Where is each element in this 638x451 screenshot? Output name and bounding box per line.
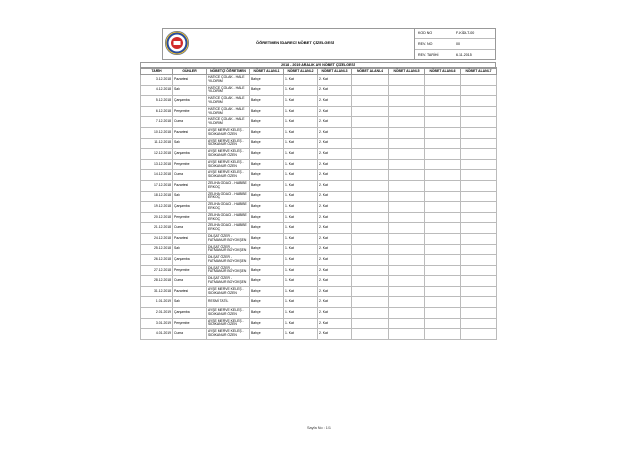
area-cell: 2. Kat <box>318 276 352 287</box>
table-row <box>141 223 497 234</box>
empty-cell <box>389 96 425 107</box>
area-cell: 1. Kat <box>284 138 318 149</box>
empty-cell <box>389 191 425 202</box>
empty-cell <box>389 170 425 181</box>
empty-cell <box>425 191 461 202</box>
area-cell: 1. Kat <box>284 85 318 96</box>
area-cell: Bahçe <box>250 255 284 266</box>
empty-cell <box>352 329 389 340</box>
column-header: NÖBET ALANI-2 <box>284 68 318 75</box>
area-cell: 2. Kat <box>318 96 352 107</box>
column-header: NÖBET ALANI-3 <box>318 68 352 75</box>
column-header: NÖBET ALANI-4 <box>352 68 389 75</box>
area-cell: 2. Kat <box>318 117 352 128</box>
duty-table <box>140 67 497 340</box>
area-cell: 1. Kat <box>284 159 318 170</box>
date-cell: 28.12.2018 <box>141 276 173 287</box>
area-cell: 1. Kat <box>284 255 318 266</box>
empty-cell <box>461 170 497 181</box>
empty-cell <box>461 318 497 329</box>
area-cell: 2. Kat <box>318 255 352 266</box>
empty-cell <box>352 308 389 319</box>
empty-cell <box>352 170 389 181</box>
empty-cell <box>389 265 425 276</box>
empty-cell <box>461 180 497 191</box>
area-cell: Bahçe <box>250 85 284 96</box>
empty-cell <box>461 96 497 107</box>
date-cell: 3.12.2018 <box>141 75 173 86</box>
area-cell: 2. Kat <box>318 244 352 255</box>
date-cell: 19.12.2018 <box>141 202 173 213</box>
date-cell: 11.12.2018 <box>141 138 173 149</box>
area-cell: 2. Kat <box>318 149 352 160</box>
table-row <box>141 85 497 96</box>
empty-cell <box>352 191 389 202</box>
empty-cell <box>389 286 425 297</box>
area-cell: Bahçe <box>250 233 284 244</box>
area-cell: 1. Kat <box>284 149 318 160</box>
empty-cell <box>425 127 461 138</box>
table-row <box>141 286 497 297</box>
date-cell: 4.12.2018 <box>141 85 173 96</box>
empty-cell <box>352 212 389 223</box>
empty-cell <box>389 117 425 128</box>
empty-cell <box>461 265 497 276</box>
empty-cell <box>352 233 389 244</box>
day-cell: Cuma <box>173 117 207 128</box>
empty-cell <box>389 244 425 255</box>
area-cell: 1. Kat <box>284 127 318 138</box>
area-cell: 2. Kat <box>318 265 352 276</box>
area-cell: 2. Kat <box>318 180 352 191</box>
day-cell: Salı <box>173 244 207 255</box>
teacher-cell: AYŞE MERVE KELEŞ - SIDIKANUR ÖZEN <box>207 329 250 340</box>
teacher-cell: AYŞE MERVE KELEŞ - SIDIKANUR ÖZEN <box>207 308 250 319</box>
area-cell: Bahçe <box>250 265 284 276</box>
day-cell: Çarşamba <box>173 149 207 160</box>
table-row <box>141 318 497 329</box>
day-cell: Perşembe <box>173 265 207 276</box>
date-cell: 31.12.2018 <box>141 286 173 297</box>
empty-cell <box>389 127 425 138</box>
empty-cell <box>352 85 389 96</box>
area-cell: 2. Kat <box>318 318 352 329</box>
date-cell: 3.01.2019 <box>141 318 173 329</box>
date-cell: 14.12.2018 <box>141 170 173 181</box>
column-header: GÜNLER <box>173 68 207 75</box>
empty-cell <box>389 180 425 191</box>
empty-cell <box>352 106 389 117</box>
day-cell: Çarşamba <box>173 308 207 319</box>
area-cell: Bahçe <box>250 244 284 255</box>
date-cell: 25.12.2018 <box>141 244 173 255</box>
area-cell: 2. Kat <box>318 233 352 244</box>
empty-cell <box>461 127 497 138</box>
area-cell: 1. Kat <box>284 75 318 86</box>
table-row <box>141 202 497 213</box>
area-cell: Bahçe <box>250 170 284 181</box>
table-row <box>141 255 497 266</box>
area-cell: 2. Kat <box>318 170 352 181</box>
day-cell: Pazartesi <box>173 75 207 86</box>
teacher-cell: DİLŞAT ÖZER - FATMANUR BOYOKŞEN <box>207 265 250 276</box>
empty-cell <box>389 159 425 170</box>
area-cell: Bahçe <box>250 297 284 308</box>
teacher-cell: HATİCE ÇOLAK - HALE YILDIRIM <box>207 117 250 128</box>
table-row <box>141 308 497 319</box>
area-cell: 1. Kat <box>284 202 318 213</box>
area-cell: Bahçe <box>250 180 284 191</box>
empty-cell <box>425 170 461 181</box>
empty-cell <box>352 159 389 170</box>
day-cell: Perşembe <box>173 212 207 223</box>
teacher-cell: HATİCE ÇOLAK - HALE YILDIRIM <box>207 106 250 117</box>
empty-cell <box>389 318 425 329</box>
empty-cell <box>352 138 389 149</box>
area-cell: 1. Kat <box>284 233 318 244</box>
table-row <box>141 117 497 128</box>
area-cell: Bahçe <box>250 191 284 202</box>
table-row <box>141 212 497 223</box>
area-cell: 1. Kat <box>284 212 318 223</box>
date-cell: 18.12.2018 <box>141 191 173 202</box>
day-cell: Cuma <box>173 223 207 234</box>
teacher-cell: AYŞE MERVE KELEŞ - SIDIKANUR ÖZEN <box>207 149 250 160</box>
area-cell: 2. Kat <box>318 159 352 170</box>
area-cell: Bahçe <box>250 127 284 138</box>
teacher-cell: DİLŞAT ÖZER - FATMANUR BOYOKŞEN <box>207 276 250 287</box>
empty-cell <box>389 138 425 149</box>
empty-cell <box>425 297 461 308</box>
empty-cell <box>389 106 425 117</box>
day-cell: Çarşamba <box>173 202 207 213</box>
date-cell: 17.12.2018 <box>141 180 173 191</box>
empty-cell <box>352 265 389 276</box>
area-cell: 1. Kat <box>284 329 318 340</box>
empty-cell <box>425 85 461 96</box>
area-cell: Bahçe <box>250 308 284 319</box>
day-cell: Salı <box>173 297 207 308</box>
area-cell: 1. Kat <box>284 223 318 234</box>
empty-cell <box>352 276 389 287</box>
empty-cell <box>461 308 497 319</box>
area-cell: 2. Kat <box>318 329 352 340</box>
empty-cell <box>389 329 425 340</box>
date-cell: 12.12.2018 <box>141 149 173 160</box>
day-cell: Pazartesi <box>173 180 207 191</box>
area-cell: 1. Kat <box>284 308 318 319</box>
empty-cell <box>461 329 497 340</box>
teacher-cell: DİLŞAT ÖZER - FATMANUR BOYOKŞEN <box>207 255 250 266</box>
empty-cell <box>352 223 389 234</box>
area-cell: Bahçe <box>250 75 284 86</box>
area-cell: 1. Kat <box>284 297 318 308</box>
column-header: NÖBET ALANI-1 <box>250 68 284 75</box>
table-row <box>141 265 497 276</box>
table-row <box>141 233 497 244</box>
area-cell: 1. Kat <box>284 265 318 276</box>
area-cell: 2. Kat <box>318 106 352 117</box>
empty-cell <box>461 85 497 96</box>
teacher-cell: DİLŞAT ÖZER - FATMANUR BOYOKŞEN <box>207 233 250 244</box>
area-cell: 1. Kat <box>284 286 318 297</box>
table-row <box>141 191 497 202</box>
date-cell: 26.12.2018 <box>141 255 173 266</box>
date-cell: 5.12.2018 <box>141 96 173 107</box>
empty-cell <box>352 127 389 138</box>
table-row <box>141 106 497 117</box>
empty-cell <box>352 297 389 308</box>
empty-cell <box>352 202 389 213</box>
area-cell: Bahçe <box>250 138 284 149</box>
teacher-cell: RESMİ TATİL <box>207 297 250 308</box>
empty-cell <box>389 233 425 244</box>
area-cell: 2. Kat <box>318 212 352 223</box>
date-cell: 1.01.2019 <box>141 297 173 308</box>
empty-cell <box>389 75 425 86</box>
area-cell: 2. Kat <box>318 85 352 96</box>
meta-row: REV. TARİHİ 6.11.2015 <box>418 53 472 57</box>
day-cell: Perşembe <box>173 318 207 329</box>
day-cell: Pazartesi <box>173 233 207 244</box>
date-cell: 20.12.2018 <box>141 212 173 223</box>
empty-cell <box>425 276 461 287</box>
column-header: NÖBET ALANI-6 <box>425 68 461 75</box>
teacher-cell: ZELİHA ODACI - HABİBE ERKOÇ <box>207 223 250 234</box>
area-cell: Bahçe <box>250 212 284 223</box>
teacher-cell: AYŞE MERVE KELEŞ - SIDIKANUR ÖZEN <box>207 170 250 181</box>
area-cell: 1. Kat <box>284 106 318 117</box>
empty-cell <box>425 75 461 86</box>
area-cell: Bahçe <box>250 329 284 340</box>
area-cell: Bahçe <box>250 202 284 213</box>
table-row <box>141 244 497 255</box>
date-cell: 10.12.2018 <box>141 127 173 138</box>
teacher-cell: ZELİHA ODACI - HABİBE ERKOÇ <box>207 180 250 191</box>
empty-cell <box>425 329 461 340</box>
area-cell: 1. Kat <box>284 191 318 202</box>
table-row <box>141 138 497 149</box>
day-cell: Salı <box>173 191 207 202</box>
empty-cell <box>352 286 389 297</box>
empty-cell <box>425 180 461 191</box>
area-cell: Bahçe <box>250 149 284 160</box>
area-cell: 2. Kat <box>318 127 352 138</box>
document-title: ÖĞRETMEN İDARECİ NÖBET ÇİZELGESİ <box>255 40 334 45</box>
area-cell: 2. Kat <box>318 286 352 297</box>
empty-cell <box>461 202 497 213</box>
day-cell: Salı <box>173 85 207 96</box>
empty-cell <box>461 286 497 297</box>
empty-cell <box>461 117 497 128</box>
area-cell: Bahçe <box>250 96 284 107</box>
empty-cell <box>425 244 461 255</box>
day-cell: Pazartesi <box>173 127 207 138</box>
empty-cell <box>461 149 497 160</box>
empty-cell <box>461 159 497 170</box>
date-cell: 21.12.2018 <box>141 223 173 234</box>
teacher-cell: ZELİHA ODACI - HABİBE ERKOÇ <box>207 191 250 202</box>
teacher-cell: HATİCE ÇOLAK - HALE YILDIRIM <box>207 96 250 107</box>
teacher-cell: AYŞE MERVE KELEŞ - SIDIKANUR ÖZEN <box>207 159 250 170</box>
date-cell: 4.01.2019 <box>141 329 173 340</box>
empty-cell <box>425 265 461 276</box>
area-cell: 2. Kat <box>318 191 352 202</box>
empty-cell <box>425 212 461 223</box>
teacher-cell: ZELİHA ODACI - HABİBE ERKOÇ <box>207 212 250 223</box>
date-cell: 7.12.2018 <box>141 117 173 128</box>
empty-cell <box>352 244 389 255</box>
area-cell: Bahçe <box>250 106 284 117</box>
area-cell: 1. Kat <box>284 276 318 287</box>
empty-cell <box>352 180 389 191</box>
empty-cell <box>425 159 461 170</box>
area-cell: 1. Kat <box>284 180 318 191</box>
empty-cell <box>389 223 425 234</box>
area-cell: Bahçe <box>250 159 284 170</box>
day-cell: Çarşamba <box>173 255 207 266</box>
day-cell: Pazartesi <box>173 286 207 297</box>
table-header-row <box>141 68 497 75</box>
date-cell: 2.01.2019 <box>141 308 173 319</box>
empty-cell <box>425 149 461 160</box>
empty-cell <box>389 85 425 96</box>
teacher-cell: AYŞE MERVE KELEŞ - SIDIKANUR ÖZEN <box>207 127 250 138</box>
area-cell: 2. Kat <box>318 138 352 149</box>
empty-cell <box>389 149 425 160</box>
column-header: TARİH <box>141 68 173 75</box>
empty-cell <box>425 117 461 128</box>
empty-cell <box>425 106 461 117</box>
empty-cell <box>461 276 497 287</box>
area-cell: 1. Kat <box>284 96 318 107</box>
empty-cell <box>425 223 461 234</box>
empty-cell <box>352 96 389 107</box>
day-cell: Cuma <box>173 170 207 181</box>
teacher-cell: AYŞE MERVE KELEŞ - SIDIKANUR ÖZEN <box>207 318 250 329</box>
day-cell: Perşembe <box>173 159 207 170</box>
area-cell: 1. Kat <box>284 244 318 255</box>
date-cell: 6.12.2018 <box>141 106 173 117</box>
empty-cell <box>461 223 497 234</box>
area-cell: 1. Kat <box>284 117 318 128</box>
empty-cell <box>389 276 425 287</box>
area-cell: 2. Kat <box>318 223 352 234</box>
area-cell: Bahçe <box>250 286 284 297</box>
empty-cell <box>425 96 461 107</box>
area-cell: 1. Kat <box>284 318 318 329</box>
empty-cell <box>461 106 497 117</box>
empty-cell <box>352 255 389 266</box>
empty-cell <box>425 318 461 329</box>
empty-cell <box>389 212 425 223</box>
teacher-cell: AYŞE MERVE KELEŞ - SIDIKANUR ÖZEN <box>207 286 250 297</box>
empty-cell <box>425 233 461 244</box>
empty-cell <box>352 318 389 329</box>
area-cell: 1. Kat <box>284 170 318 181</box>
teacher-cell: AYŞE MERVE KELEŞ - SIDIKANUR ÖZEN <box>207 138 250 149</box>
empty-cell <box>461 138 497 149</box>
area-cell: Bahçe <box>250 276 284 287</box>
column-header: NÖBET ALANI-7 <box>461 68 497 75</box>
table-row <box>141 297 497 308</box>
table-row <box>141 276 497 287</box>
date-cell: 13.12.2018 <box>141 159 173 170</box>
area-cell: Bahçe <box>250 223 284 234</box>
empty-cell <box>425 202 461 213</box>
teacher-cell: ZELİHA ODACI - HABİBE ERKOÇ <box>207 202 250 213</box>
empty-cell <box>425 255 461 266</box>
page-number: Sayfa No : 1/1 <box>306 426 332 430</box>
empty-cell <box>425 286 461 297</box>
empty-cell <box>461 244 497 255</box>
area-cell: Bahçe <box>250 318 284 329</box>
table-row <box>141 159 497 170</box>
empty-cell <box>389 297 425 308</box>
empty-cell <box>352 149 389 160</box>
day-cell: Salı <box>173 138 207 149</box>
empty-cell <box>389 202 425 213</box>
teacher-cell: HATİCE ÇOLAK - HALE YILDIRIM <box>207 75 250 86</box>
empty-cell <box>352 117 389 128</box>
empty-cell <box>352 75 389 86</box>
empty-cell <box>425 138 461 149</box>
table-title: 2018 - 2019 ARALIK AYI NÖBET ÇİZELGESİ <box>140 62 496 69</box>
table-row <box>141 329 497 340</box>
column-header: NÖBETÇİ ÖĞRETMEN <box>207 68 250 75</box>
table-row <box>141 96 497 107</box>
table-row <box>141 180 497 191</box>
day-cell: Perşembe <box>173 106 207 117</box>
teacher-cell: HATİCE ÇOLAK - HALE YILDIRIM <box>207 85 250 96</box>
area-cell: 2. Kat <box>318 75 352 86</box>
empty-cell <box>389 255 425 266</box>
empty-cell <box>461 255 497 266</box>
day-cell: Cuma <box>173 329 207 340</box>
empty-cell <box>425 308 461 319</box>
empty-cell <box>389 308 425 319</box>
table-row <box>141 75 497 86</box>
empty-cell <box>461 233 497 244</box>
meta-row: REV. NO 00 <box>415 39 495 50</box>
column-header: NÖBET ALANI-5 <box>389 68 425 75</box>
empty-cell <box>461 297 497 308</box>
empty-cell <box>461 191 497 202</box>
day-cell: Cuma <box>173 276 207 287</box>
teacher-cell: DİLŞAT ÖZER - FATMANUR BOYOKŞEN <box>207 244 250 255</box>
empty-cell <box>461 212 497 223</box>
day-cell: Çarşamba <box>173 96 207 107</box>
document-meta <box>414 28 495 60</box>
area-cell: Bahçe <box>250 117 284 128</box>
date-cell: 27.12.2018 <box>141 265 173 276</box>
table-row <box>141 127 497 138</box>
area-cell: 2. Kat <box>318 297 352 308</box>
area-cell: 2. Kat <box>318 308 352 319</box>
school-logo-icon <box>164 30 190 56</box>
date-cell: 24.12.2018 <box>141 233 173 244</box>
empty-cell <box>461 75 497 86</box>
meta-row: KOD NO F-KİDLT-00 <box>415 28 495 39</box>
table-row <box>141 149 497 160</box>
area-cell: 2. Kat <box>318 202 352 213</box>
table-row <box>141 170 497 181</box>
